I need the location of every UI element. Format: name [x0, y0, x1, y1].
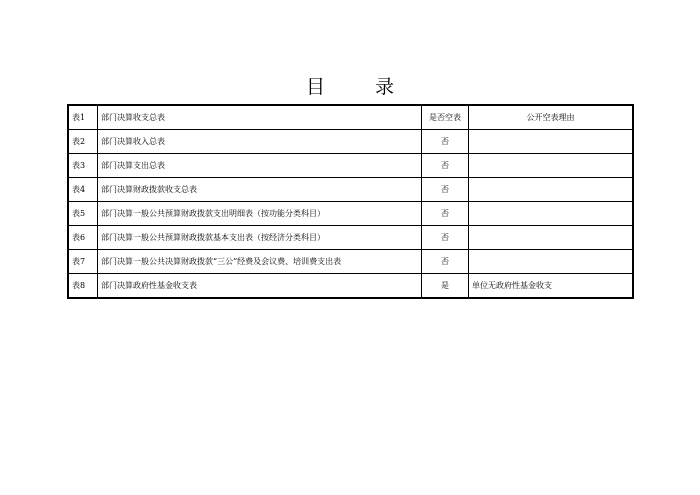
reason-cell [469, 178, 634, 202]
is-empty-cell: 否 [422, 226, 469, 250]
is-empty-cell: 否 [422, 154, 469, 178]
table-name-cell: 部门决算一般公共预算财政拨款支出明细表（按功能分类科目） [98, 202, 422, 226]
table-name-cell: 部门决算收入总表 [98, 130, 422, 154]
table-row [68, 274, 633, 299]
table-name-cell: 部门决算一般公共决算财政拨款“三公”经费及会议费、培训费支出表 [98, 250, 422, 274]
table-no-cell: 表5 [68, 202, 98, 226]
table-name-cell: 部门决算收支总表 [98, 105, 422, 130]
reason-header: 公开空表理由 [469, 105, 634, 130]
table-row [68, 226, 633, 250]
table-row [68, 130, 633, 154]
table-no-cell: 表2 [68, 130, 98, 154]
page-title: 目 录 [305, 76, 417, 98]
table-header-row [68, 105, 633, 130]
is-empty-cell: 否 [422, 250, 469, 274]
table-name-cell: 部门决算财政拨款收支总表 [98, 178, 422, 202]
reason-cell [469, 202, 634, 226]
table-name-cell: 部门决算政府性基金收支表 [98, 274, 422, 299]
table-row [68, 250, 633, 274]
is-empty-cell: 否 [422, 130, 469, 154]
table-row [68, 154, 633, 178]
reason-cell [469, 250, 634, 274]
reason-cell [469, 154, 634, 178]
is-empty-cell: 否 [422, 202, 469, 226]
table-row [68, 178, 633, 202]
table-row [68, 202, 633, 226]
table-name-cell: 部门决算支出总表 [98, 154, 422, 178]
is-empty-cell: 是 [422, 274, 469, 299]
table-no-cell: 表7 [68, 250, 98, 274]
table-name-cell: 部门决算一般公共预算财政拨款基本支出表（按经济分类科目） [98, 226, 422, 250]
is-empty-cell: 否 [422, 178, 469, 202]
reason-cell: 单位无政府性基金收支 [469, 274, 634, 299]
toc-table [67, 104, 634, 299]
reason-cell [469, 130, 634, 154]
table-no-cell: 表3 [68, 154, 98, 178]
table-no-cell: 表4 [68, 178, 98, 202]
is-empty-header: 是否空表 [422, 105, 469, 130]
table-no-cell: 表8 [68, 274, 98, 299]
reason-cell [469, 226, 634, 250]
table-no-cell: 表1 [68, 105, 98, 130]
table-no-cell: 表6 [68, 226, 98, 250]
